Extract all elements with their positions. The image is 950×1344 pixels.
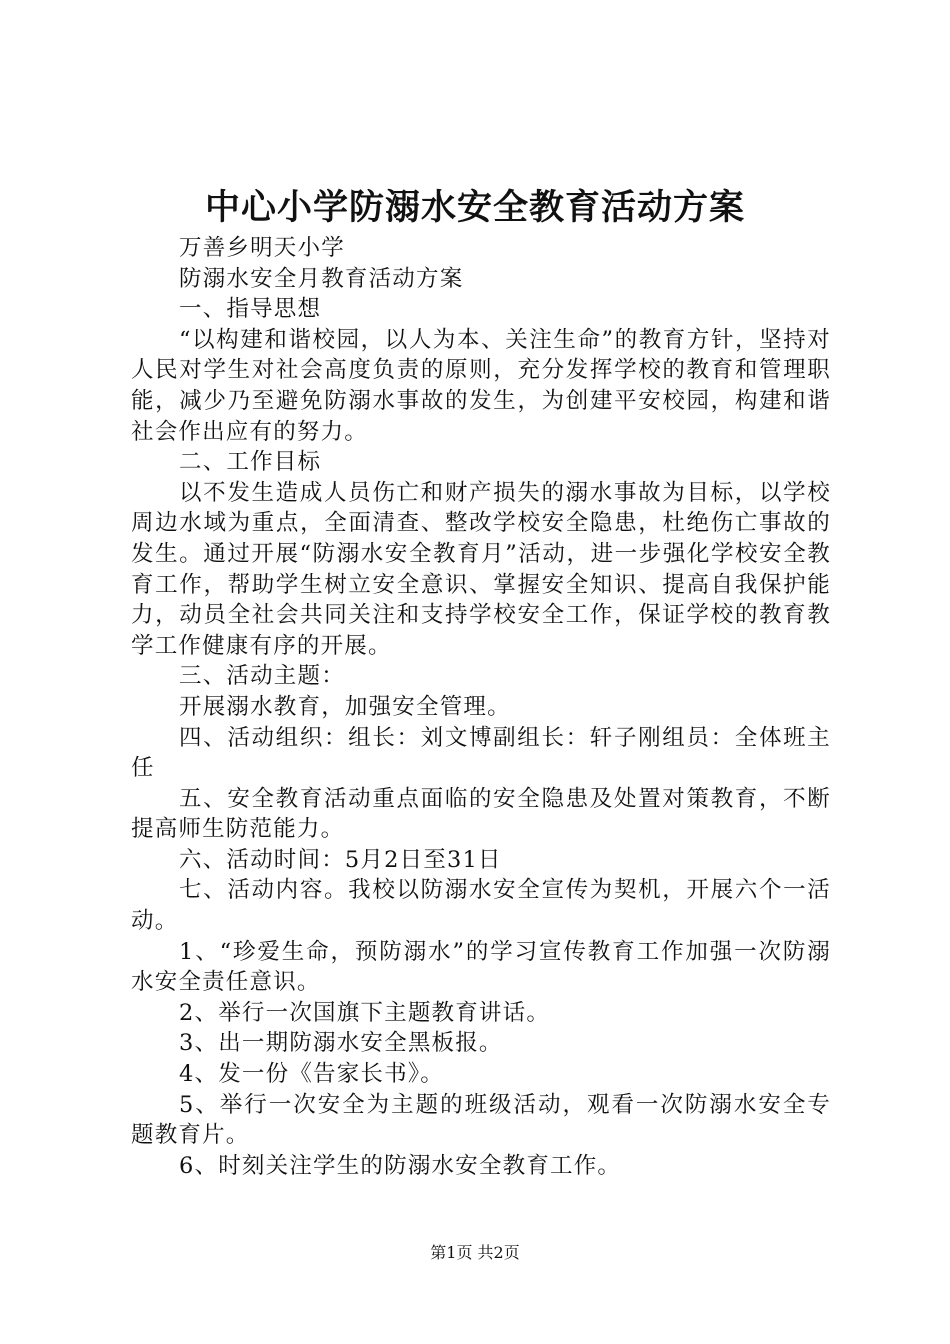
section-heading-activity-theme: 三、活动主题： [179,663,345,690]
page-number-footer: 第1页 共2页 [430,1243,520,1262]
document-title: 中心小学防溺水安全教育活动方案 [204,188,745,228]
section-heading-guiding-ideology: 一、指导思想 [179,296,322,323]
list-item-1: 1、“珍爱生命，预防溺水”的学习宣传教育工作加强一次防溺水安全责任意识。 [131,938,831,996]
paragraph-activity-time: 六、活动时间：5月2日至31日 [179,846,502,873]
paragraph-guiding-ideology: “以构建和谐校园，以人为本、关注生命”的教育方针，坚持对人民对学生对社会高度负责的原则，充分发挥学校的教育和管理职能，减少乃至避免防溺水事故的发生，为创建平安校园，构建和谐社会作出应有的努力。 [131,326,831,445]
school-name: 万善乡明天小学 [179,235,345,261]
list-item-6: 6、时刻关注学生的防溺水安全教育工作。 [179,1152,622,1179]
list-item-2: 2、举行一次国旗下主题教育讲话。 [179,999,551,1026]
list-item-5: 5、举行一次安全为主题的班级活动，观看一次防溺水安全专题教育片。 [131,1091,831,1149]
paragraph-work-goals: 以不发生造成人员伤亡和财产损失的溺水事故为目标，以学校周边水域为重点，全面清查、整改学校安全隐患，杜绝伤亡事故的发生。通过开展“防溺水安全教育月”活动，进一步强化学校安全教育工作，帮助学生树立安全意识、掌握安全知识、提高自我保护能力，动员全社会共同关注和支持学校安全工作，保证学校的教育教学工作健康有序的开展。 [131,479,831,659]
list-item-3: 3、出一期防溺水安全黑板报。 [179,1030,503,1057]
paragraph-safety-focus: 五、安全教育活动重点面临的安全隐患及处置对策教育，不断提高师生防范能力。 [131,785,831,843]
document-body [131,233,831,1181]
paragraph-activity-theme: 开展溺水教育，加强安全管理。 [179,693,511,720]
paragraph-activity-content: 七、活动内容。我校以防溺水安全宣传为契机，开展六个一活动。 [131,877,831,935]
list-item-4: 4、发一份《告家长书》。 [179,1061,444,1088]
plan-subtitle: 防溺水安全月教育活动方案 [179,265,464,292]
paragraph-activity-organization: 四、活动组织：组长：刘文博副组长：轩子刚组员：全体班主任 [131,724,831,782]
section-heading-work-goals: 二、工作目标 [179,449,322,476]
